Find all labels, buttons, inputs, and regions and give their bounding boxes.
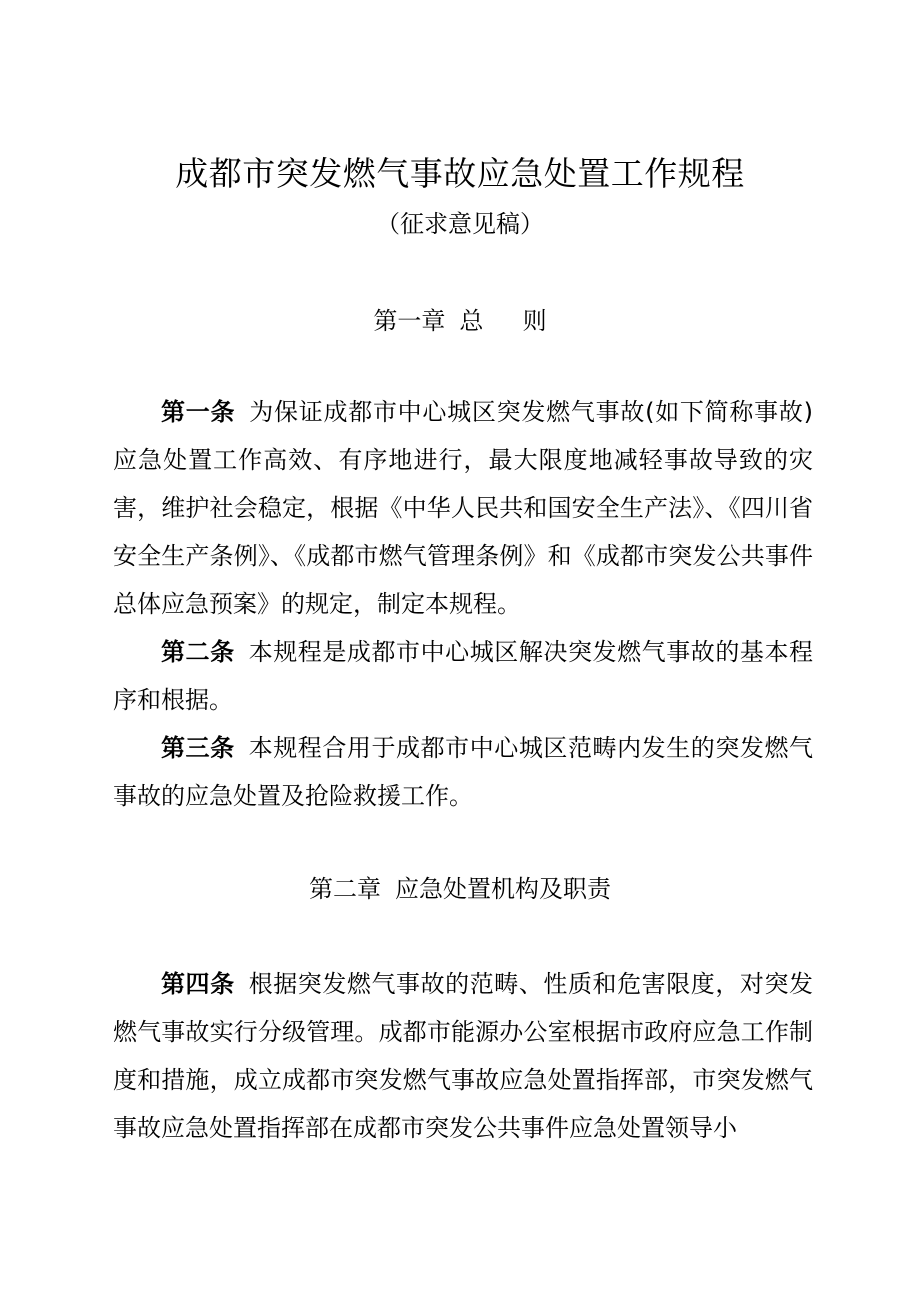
article-paragraph	[113, 960, 813, 1152]
article-text: 本规程是成都市中心城区解决突发燃气事故的基本程序和根据。	[113, 638, 814, 714]
article-text: 为保证成都市中心城区突发燃气事故(如下简称事故)应急处置工作高效、有序地进行，最大限度地减轻事故导致的灾害，维护社会稳定，根据《中华人民共和国安全生产法》、《四川省安全生产条例》、《成都市燃气管理条例》和《成都市突发公共事件总体应急预案》的规定，制定本规程。	[113, 398, 814, 618]
article-number: 第四条	[161, 970, 235, 998]
article-number: 第二条	[161, 638, 235, 666]
article-number: 第一条	[161, 398, 236, 426]
document-subtitle: （征求意见稿）	[376, 210, 544, 238]
article-number: 第三条	[161, 734, 235, 762]
chapter-number: 第一章	[373, 307, 446, 335]
chapter-title: 总 则	[459, 307, 547, 335]
article-text: 本规程合用于成都市中心城区范畴内发生的突发燃气事故的应急处置及抢险救援工作。	[113, 734, 814, 810]
chapter-heading	[0, 873, 920, 905]
chapter-heading	[0, 305, 920, 337]
document-title: 成都市突发燃气事故应急处置工作规程	[175, 154, 745, 193]
article-paragraph	[113, 724, 813, 820]
article-paragraph	[113, 388, 813, 628]
chapter-title: 应急处置机构及职责	[395, 875, 611, 903]
article-paragraph	[113, 628, 813, 724]
chapter-number: 第二章	[309, 875, 381, 903]
article-text: 根据突发燃气事故的范畴、性质和危害限度，对突发燃气事故实行分级管理。成都市能源办公室根据市政府应急工作制度和措施，成立成都市突发燃气事故应急处置指挥部，市突发燃气事故应急处置指挥部在成都市突发公共事件应急处置领导小	[113, 970, 814, 1142]
